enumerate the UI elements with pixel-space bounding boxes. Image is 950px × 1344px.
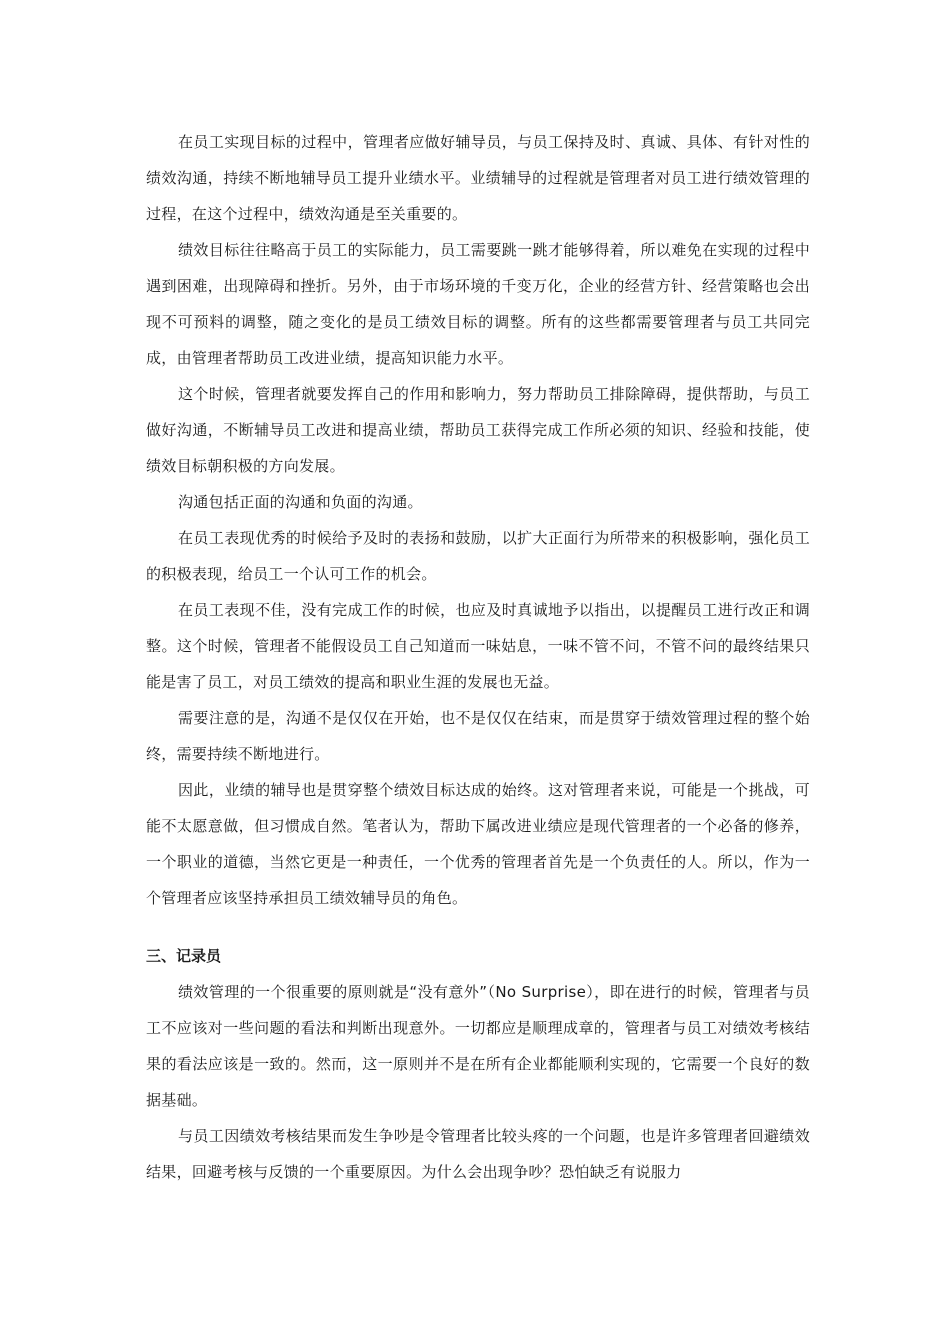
paragraph: 绩效目标往往略高于员工的实际能力，员工需要跳一跳才能够得着，所以难免在实现的过程中遇到困难，出现障碍和挫折。另外，由于市场环境的千变万化，企业的经营方针、经营策略也会出现不可预料的调整，随之变化的是员工绩效目标的调整。所有的这些都需要管理者与员工共同完成，由管理者帮助员工改进业绩，提高知识能力水平。: [146, 241, 810, 367]
paragraph: 沟通包括正面的沟通和负面的沟通。: [178, 493, 423, 511]
section-spacer: [146, 916, 810, 938]
section-heading: 三、记录员: [146, 947, 222, 965]
paragraph: 因此，业绩的辅导也是贯穿整个绩效目标达成的始终。这对管理者来说，可能是一个挑战，可能不太愿意做，但习惯成自然。笔者认为，帮助下属改进业绩应是现代管理者的一个必备的修养，一个职业的道德，当然它更是一种责任，一个优秀的管理者首先是一个负责任的人。所以，作为一个管理者应该坚持承担员工绩效辅导员的角色。: [146, 781, 810, 907]
paragraph: 需要注意的是，沟通不是仅仅在开始，也不是仅仅在结束，而是贯穿于绩效管理过程的整个始终，需要持续不断地进行。: [146, 709, 810, 763]
paragraph: 绩效管理的一个很重要的原则就是“没有意外”（No Surprise），即在进行的时候，管理者与员工不应该对一些问题的看法和判断出现意外。一切都应是顺理成章的，管理者与员工对绩效考核结果的看法应该是一致的。然而，这一原则并不是在所有企业都能顺利实现的，它需要一个良好的数据基础。: [146, 983, 810, 1109]
paragraph: 在员工表现不佳，没有完成工作的时候，也应及时真诚地予以指出，以提醒员工进行改正和调整。这个时候，管理者不能假设员工自己知道而一味姑息，一味不管不问，不管不问的最终结果只能是害了员工，对员工绩效的提高和职业生涯的发展也无益。: [146, 601, 810, 691]
paragraph: 在员工表现优秀的时候给予及时的表扬和鼓励，以扩大正面行为所带来的积极影响，强化员工的积极表现，给员工一个认可工作的机会。: [146, 529, 810, 583]
paragraph: 与员工因绩效考核结果而发生争吵是令管理者比较头疼的一个问题，也是许多管理者回避绩效结果，回避考核与反馈的一个重要原因。为什么会出现争吵？恐怕缺乏有说服力: [146, 1127, 810, 1181]
paragraph: 这个时候，管理者就要发挥自己的作用和影响力，努力帮助员工排除障碍，提供帮助，与员工做好沟通，不断辅导员工改进和提高业绩，帮助员工获得完成工作所必须的知识、经验和技能，使绩效目标朝积极的方向发展。: [146, 385, 810, 475]
paragraph: 在员工实现目标的过程中，管理者应做好辅导员，与员工保持及时、真诚、具体、有针对性的绩效沟通，持续不断地辅导员工提升业绩水平。业绩辅导的过程就是管理者对员工进行绩效管理的过程，在这个过程中，绩效沟通是至关重要的。: [146, 133, 810, 223]
document-page: [146, 124, 810, 1190]
